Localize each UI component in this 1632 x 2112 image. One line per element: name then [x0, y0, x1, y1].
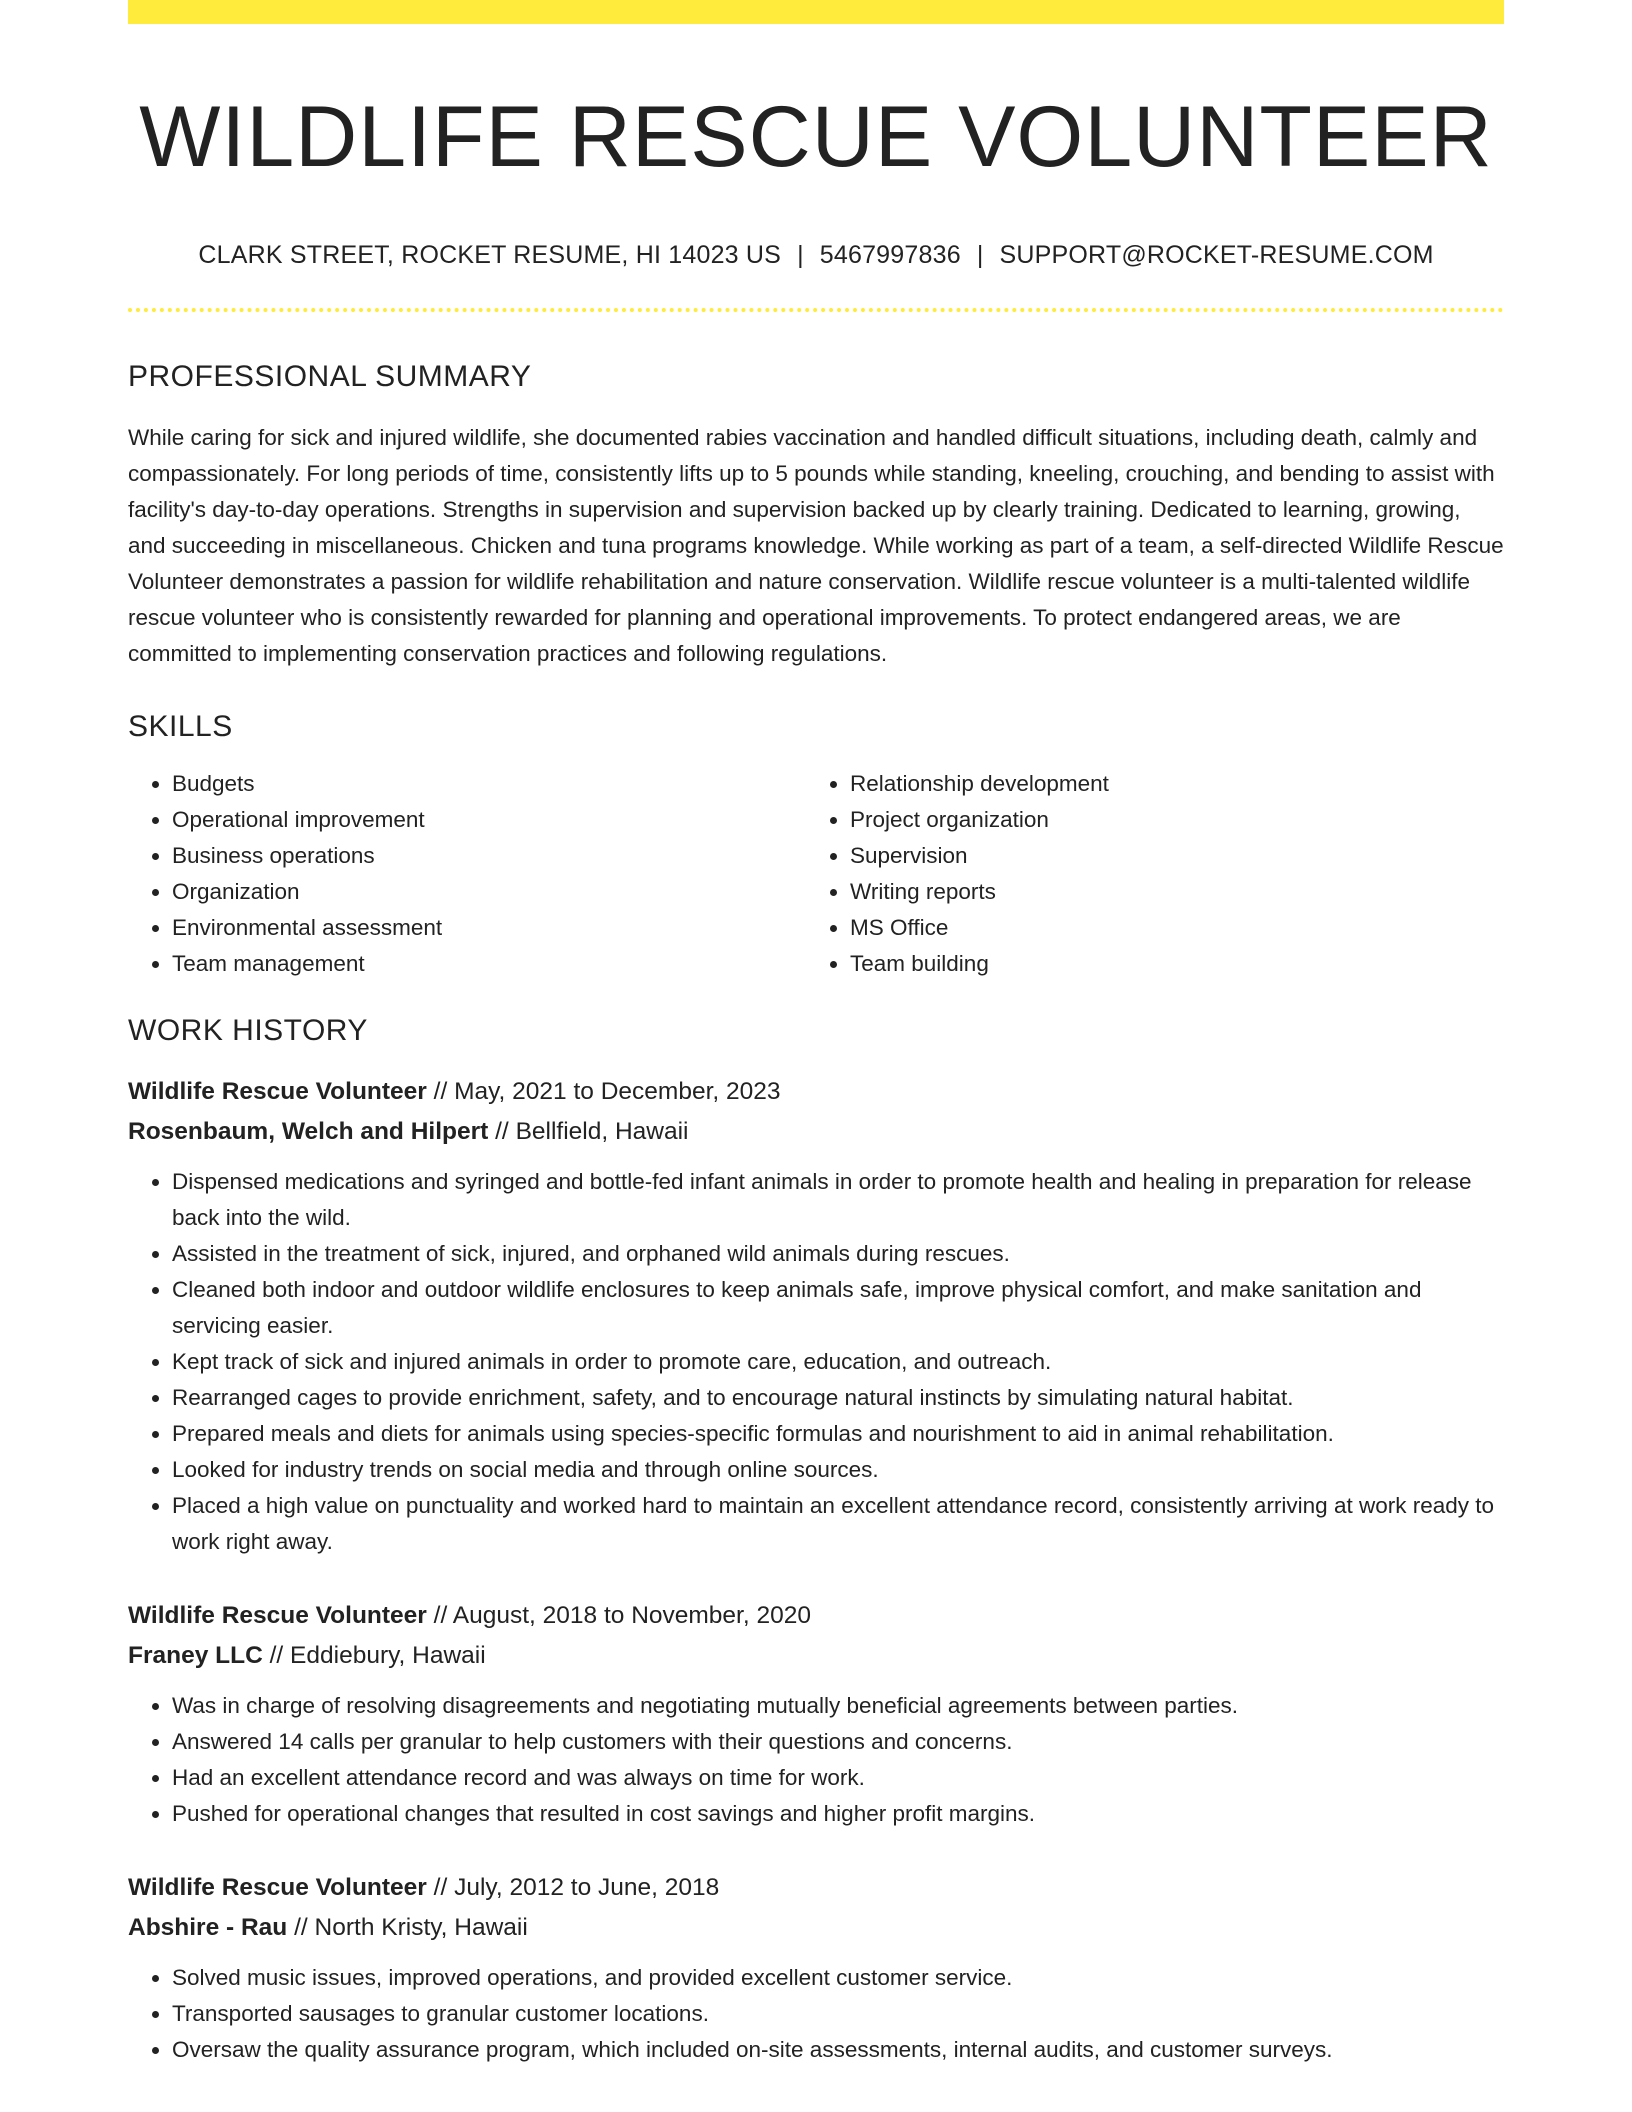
job-bullet: • Prepared meals and diets for animals using species-specific formulas and nourishment to aid in animal rehabilitation. — [172, 1416, 1504, 1452]
job-bullet: • Oversaw the quality assurance program, which included on-site assessments, internal audits, and customer surveys. — [172, 2032, 1504, 2068]
job-bullet: • Rearranged cages to provide enrichment, safety, and to encourage natural instincts by simulating natural habitat. — [172, 1380, 1504, 1416]
job-position: Wildlife Rescue Volunteer — [128, 1078, 427, 1106]
job-company-line — [128, 1908, 1504, 1948]
job-bullets — [128, 1960, 1504, 2068]
job-position: Wildlife Rescue Volunteer — [128, 1602, 427, 1630]
skill-item: • Organization — [172, 874, 806, 910]
skill-item: • Writing reports — [850, 874, 1484, 910]
job-bullet: • Cleaned both indoor and outdoor wildlife enclosures to keep animals safe, improve physical comfort, and make sanitation and servicing easier. — [172, 1272, 1504, 1344]
work-history-heading: WORK HISTORY — [128, 1014, 368, 1048]
job-title-line — [128, 1868, 1504, 1908]
contact-separator: | — [797, 241, 804, 270]
contact-phone: 5467997836 — [819, 241, 961, 270]
job-entry — [128, 1072, 1504, 1560]
resume-page — [128, 0, 1504, 2068]
job-divider: // — [433, 1874, 448, 1902]
job-company: Franey LLC — [128, 1642, 263, 1670]
job-dates: July, 2012 to June, 2018 — [454, 1874, 720, 1902]
skill-item: • Budgets — [172, 766, 806, 802]
job-title-line — [128, 1596, 1504, 1636]
job-bullet: • Looked for industry trends on social media and through online sources. — [172, 1452, 1504, 1488]
job-bullet: • Transported sausages to granular customer locations. — [172, 1996, 1504, 2032]
summary-heading: PROFESSIONAL SUMMARY — [128, 360, 532, 394]
job-bullet: • Kept track of sick and injured animals in order to promote care, education, and outreach. — [172, 1344, 1504, 1380]
job-bullet: • Answered 14 calls per granular to help customers with their questions and concerns. — [172, 1724, 1504, 1760]
skills-list — [128, 766, 1504, 982]
skill-item: • Team management — [172, 946, 806, 982]
job-location: Eddiebury, Hawaii — [290, 1642, 486, 1670]
skill-item: • Supervision — [850, 838, 1484, 874]
job-title-line — [128, 1072, 1504, 1112]
job-bullet: • Was in charge of resolving disagreements and negotiating mutually beneficial agreements between parties. — [172, 1688, 1504, 1724]
job-company-line — [128, 1112, 1504, 1152]
skills-column-left — [128, 766, 806, 982]
job-dates: May, 2021 to December, 2023 — [454, 1078, 781, 1106]
job-company: Rosenbaum, Welch and Hilpert — [128, 1118, 489, 1146]
contact-separator: | — [976, 241, 984, 270]
job-bullet: • Placed a high value on punctuality and worked hard to maintain an excellent attendance record, consistently arriving at work ready to work right away. — [172, 1488, 1504, 1560]
skill-item: • Business operations — [172, 838, 806, 874]
job-entry — [128, 1596, 1504, 1832]
job-divider: // — [294, 1914, 308, 1942]
summary-text: While caring for sick and injured wildlife, she documented rabies vaccination and handled difficult situations, including death, calmly and compassionately. For long periods of time, consistently lifts up to 5 pounds while standing, kneeling, crouching, and bending to assist with facility's day-to-day operations. Strengths in supervision and supervision backed up by clearly training. Dedicated to learning, growing, and succeeding in miscellaneous. Chicken and tuna programs knowledge. While working as part of a team, a self-directed Wildlife Rescue Volunteer demonstrates a passion for wildlife rehabilitation and nature conservation. Wildlife rescue volunteer is a multi-talented wildlife rescue volunteer who is consistently rewarded for planning and operational improvements. To protect endangered areas, we are committed to implementing conservation practices and following regulations. — [128, 425, 1504, 667]
job-bullet: • Dispensed medications and syringed and bottle-fed infant animals in order to promote health and healing in preparation for release back into the wild. — [172, 1164, 1504, 1236]
skill-item: • Project organization — [850, 802, 1484, 838]
contact-email: SUPPORT@ROCKET-RESUME.COM — [999, 241, 1434, 270]
top-accent-bar — [128, 0, 1504, 24]
job-bullet: • Assisted in the treatment of sick, injured, and orphaned wild animals during rescues. — [172, 1236, 1504, 1272]
job-bullet: • Had an excellent attendance record and was always on time for work. — [172, 1760, 1504, 1796]
job-location: North Kristy, Hawaii — [314, 1914, 528, 1942]
job-location: Bellfield, Hawaii — [515, 1118, 689, 1146]
job-company-line — [128, 1636, 1504, 1676]
job-entry — [128, 1868, 1504, 2068]
contact-address: CLARK STREET, ROCKET RESUME, HI 14023 US — [198, 241, 782, 270]
skill-item: • MS Office — [850, 910, 1484, 946]
job-bullet: • Solved music issues, improved operations, and provided excellent customer service. — [172, 1960, 1504, 1996]
job-company: Abshire - Rau — [128, 1914, 288, 1942]
skill-item: • Operational improvement — [172, 802, 806, 838]
skills-column-right — [806, 766, 1484, 982]
job-bullets — [128, 1688, 1504, 1832]
job-position: Wildlife Rescue Volunteer — [128, 1874, 427, 1902]
job-divider: // — [269, 1642, 284, 1670]
job-bullets — [128, 1164, 1504, 1560]
contact-line — [128, 241, 1504, 270]
skills-heading: SKILLS — [128, 710, 233, 744]
skill-item: • Team building — [850, 946, 1484, 982]
header-divider — [128, 308, 1504, 312]
job-dates: August, 2018 to November, 2020 — [452, 1602, 811, 1630]
skill-item: • Environmental assessment — [172, 910, 806, 946]
skill-item: • Relationship development — [850, 766, 1484, 802]
job-divider: // — [495, 1118, 509, 1146]
job-divider: // — [433, 1602, 448, 1630]
job-divider: // — [433, 1078, 448, 1106]
resume-name: WILDLIFE RESCUE VOLUNTEER — [139, 89, 1493, 185]
job-bullet: • Pushed for operational changes that resulted in cost savings and higher profit margins. — [172, 1796, 1504, 1832]
